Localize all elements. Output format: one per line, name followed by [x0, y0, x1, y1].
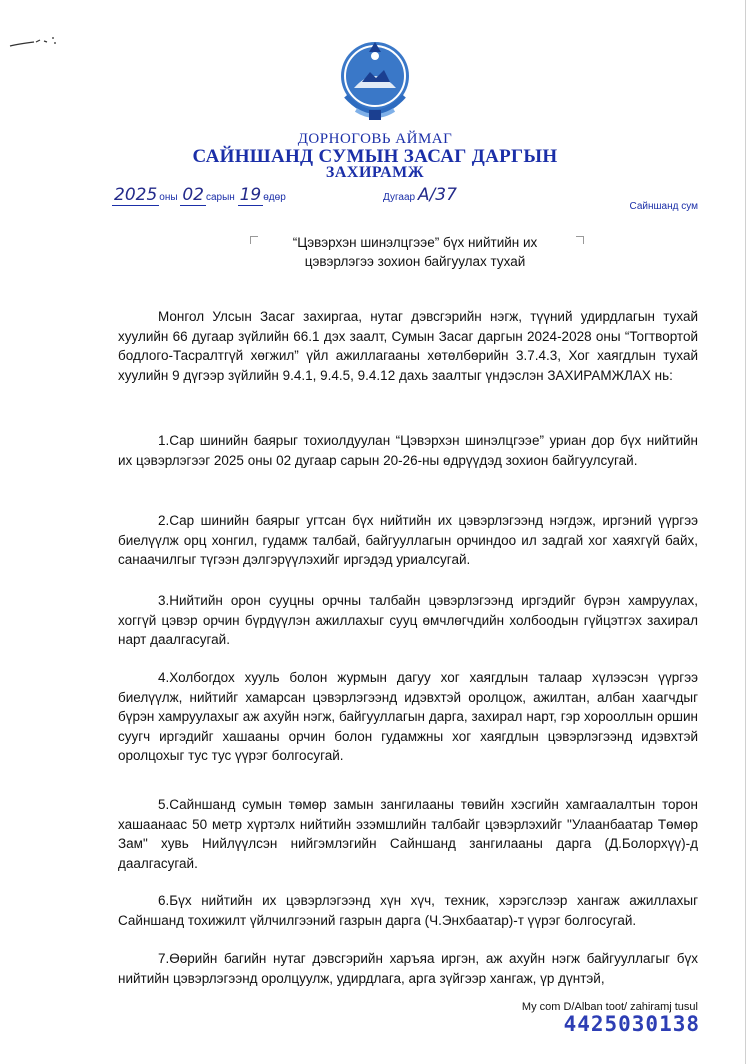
aimag-name: ДОРНОГОВЬ АЙМАГ — [297, 131, 453, 147]
date-day-suffix: өдөр — [263, 192, 286, 203]
subject-line-2: цэвэрлэгээ зохион байгуулах тухай — [304, 254, 526, 269]
document-subject — [250, 233, 580, 271]
state-emblem-icon — [334, 36, 416, 128]
clause-1: 1.Сар шинийн баярыг тохиолдуулан “Цэвэрхэн шинэлцгээе” уриан дор бүх нийтийн их цэвэрлэгээг 2025 оны 02 дугаар сарын 20-26-ны өдрүүдэд зохион байгуулсугай. — [118, 433, 698, 468]
margin-scribble — [8, 34, 60, 50]
clause-6: 6.Бүх нийтийн их цэвэрлэгээнд хүн хүч, техник, хэрэгслээр хангаж ажиллахыг Сайншанд тохижилт үйлчилгээний газрын дарга (Ч.Энхбаатар)-т үүрэг болгосугай. — [118, 893, 698, 928]
date-month: 02 — [182, 185, 204, 205]
clause-3: 3.Нийтийн орон сууцны орчны талбайн цэвэрлэгээнд иргэдийг бүрэн хамруулах, хоггүй цэвэр орчин бүрдүүлэн ажиллахыг сууц өмчлөгчдийн холбоодын гүйцэтгэх захирал нарт даалгасугай. — [118, 593, 698, 647]
document-type: ЗАХИРАМЖ — [325, 164, 425, 181]
clause-4: 4.Холбогдох хууль болон журмын дагуу хог хаягдлын талаар хүлээсэн үүргээ биелүүлж, нийтийг хамарсан цэвэрлэгээнд идэвхтэй оролцож, ажилтан, албан хаагчдыг бүрэн хамруулахыг аж ахуйн нэгж, байгууллагын дарга, захирал нарт, гэр хорооллын оршин суугч иргэдийг хашааны орчин болон гудамжны хог хаягдлын цэвэрлэгээнд идэвхтэй оролцохыг тус тус үүрэг болгосугай. — [118, 670, 698, 763]
file-path-footer: My com D/Alban toot/ zahiramj tusul — [521, 1001, 698, 1013]
number-value: А/37 — [417, 185, 457, 205]
clause-2: 2.Сар шинийн баярыг угтсан бүх нийтийн их цэвэрлэгээнд нэгдэж, иргэний үүргээ биелүүлж орц хонгил, гудамж талбай, байгууллагын орчиндоо ил задгай хог хаяхгүй байх, санаачилгыг түгээн дэлгэрүүлэхийг иргэдэд уриалсугай. — [118, 513, 698, 567]
document-number — [383, 185, 457, 205]
office-title: САЙНШАНД СУМЫН ЗАСАГ ДАРГЫН — [192, 146, 558, 167]
subject-line-1: “Цэвэрхэн шинэлцгээе” бүх нийтийн их — [292, 235, 538, 250]
number-label: Дугаар — [383, 192, 416, 203]
document-serial-number: 4425030138 — [563, 1012, 700, 1036]
date-year-suffix: оны — [159, 192, 178, 203]
clause-5: 5.Сайншанд сумын төмөр замын зангилааны төвийн хэсгийн хамгаалалтын торон хашаанаас 50 метр хүртэлх нийтийн эзэмшлийн талбайг цэвэрлэхийг "Улаанбаатар Төмөр Зам" хувь Нийлүүлсэн нийгэмлэгийн Сайншанд зангилааны дарга (Д.Болорхүү)-д даалгасугай. — [118, 797, 698, 871]
preamble-paragraph: Монгол Улсын Засаг захиргаа, нутаг дэвсгэрийн нэгж, түүний удирдлагын тухай хуулийн 66 дугаар зүйлийн 66.1 дэх заалт, Сумын Засаг даргын 2024-2028 оны “Тогтвортой бодлого-Тасралтгүй хөгжил” үйл ажиллагааны хөтөлбөрийн 3.7.4.3, Хог хаягдлын тухай хуулийн 9 дүгээр зүйлийн 9.4.1, 9.4.5, 9.4.12 дахь заалтыг үндэслэн ЗАХИРАМЖЛАХ нь: — [118, 309, 698, 383]
date-month-suffix: сарын — [205, 192, 235, 203]
document-date — [112, 185, 286, 206]
date-day: 19 — [239, 185, 262, 205]
document-place: Сайншанд сум — [629, 201, 698, 212]
date-year: 2025 — [114, 185, 158, 205]
clause-7: 7.Өөрийн багийн нутаг дэвсгэрийн харъяа иргэн, аж ахуйн нэгж байгууллагыг бүх нийтийн цэвэрлэгээнд оролцуулж, удирдлага, арга зүйгээр хангаж, үр дүнтэй, — [118, 951, 698, 986]
